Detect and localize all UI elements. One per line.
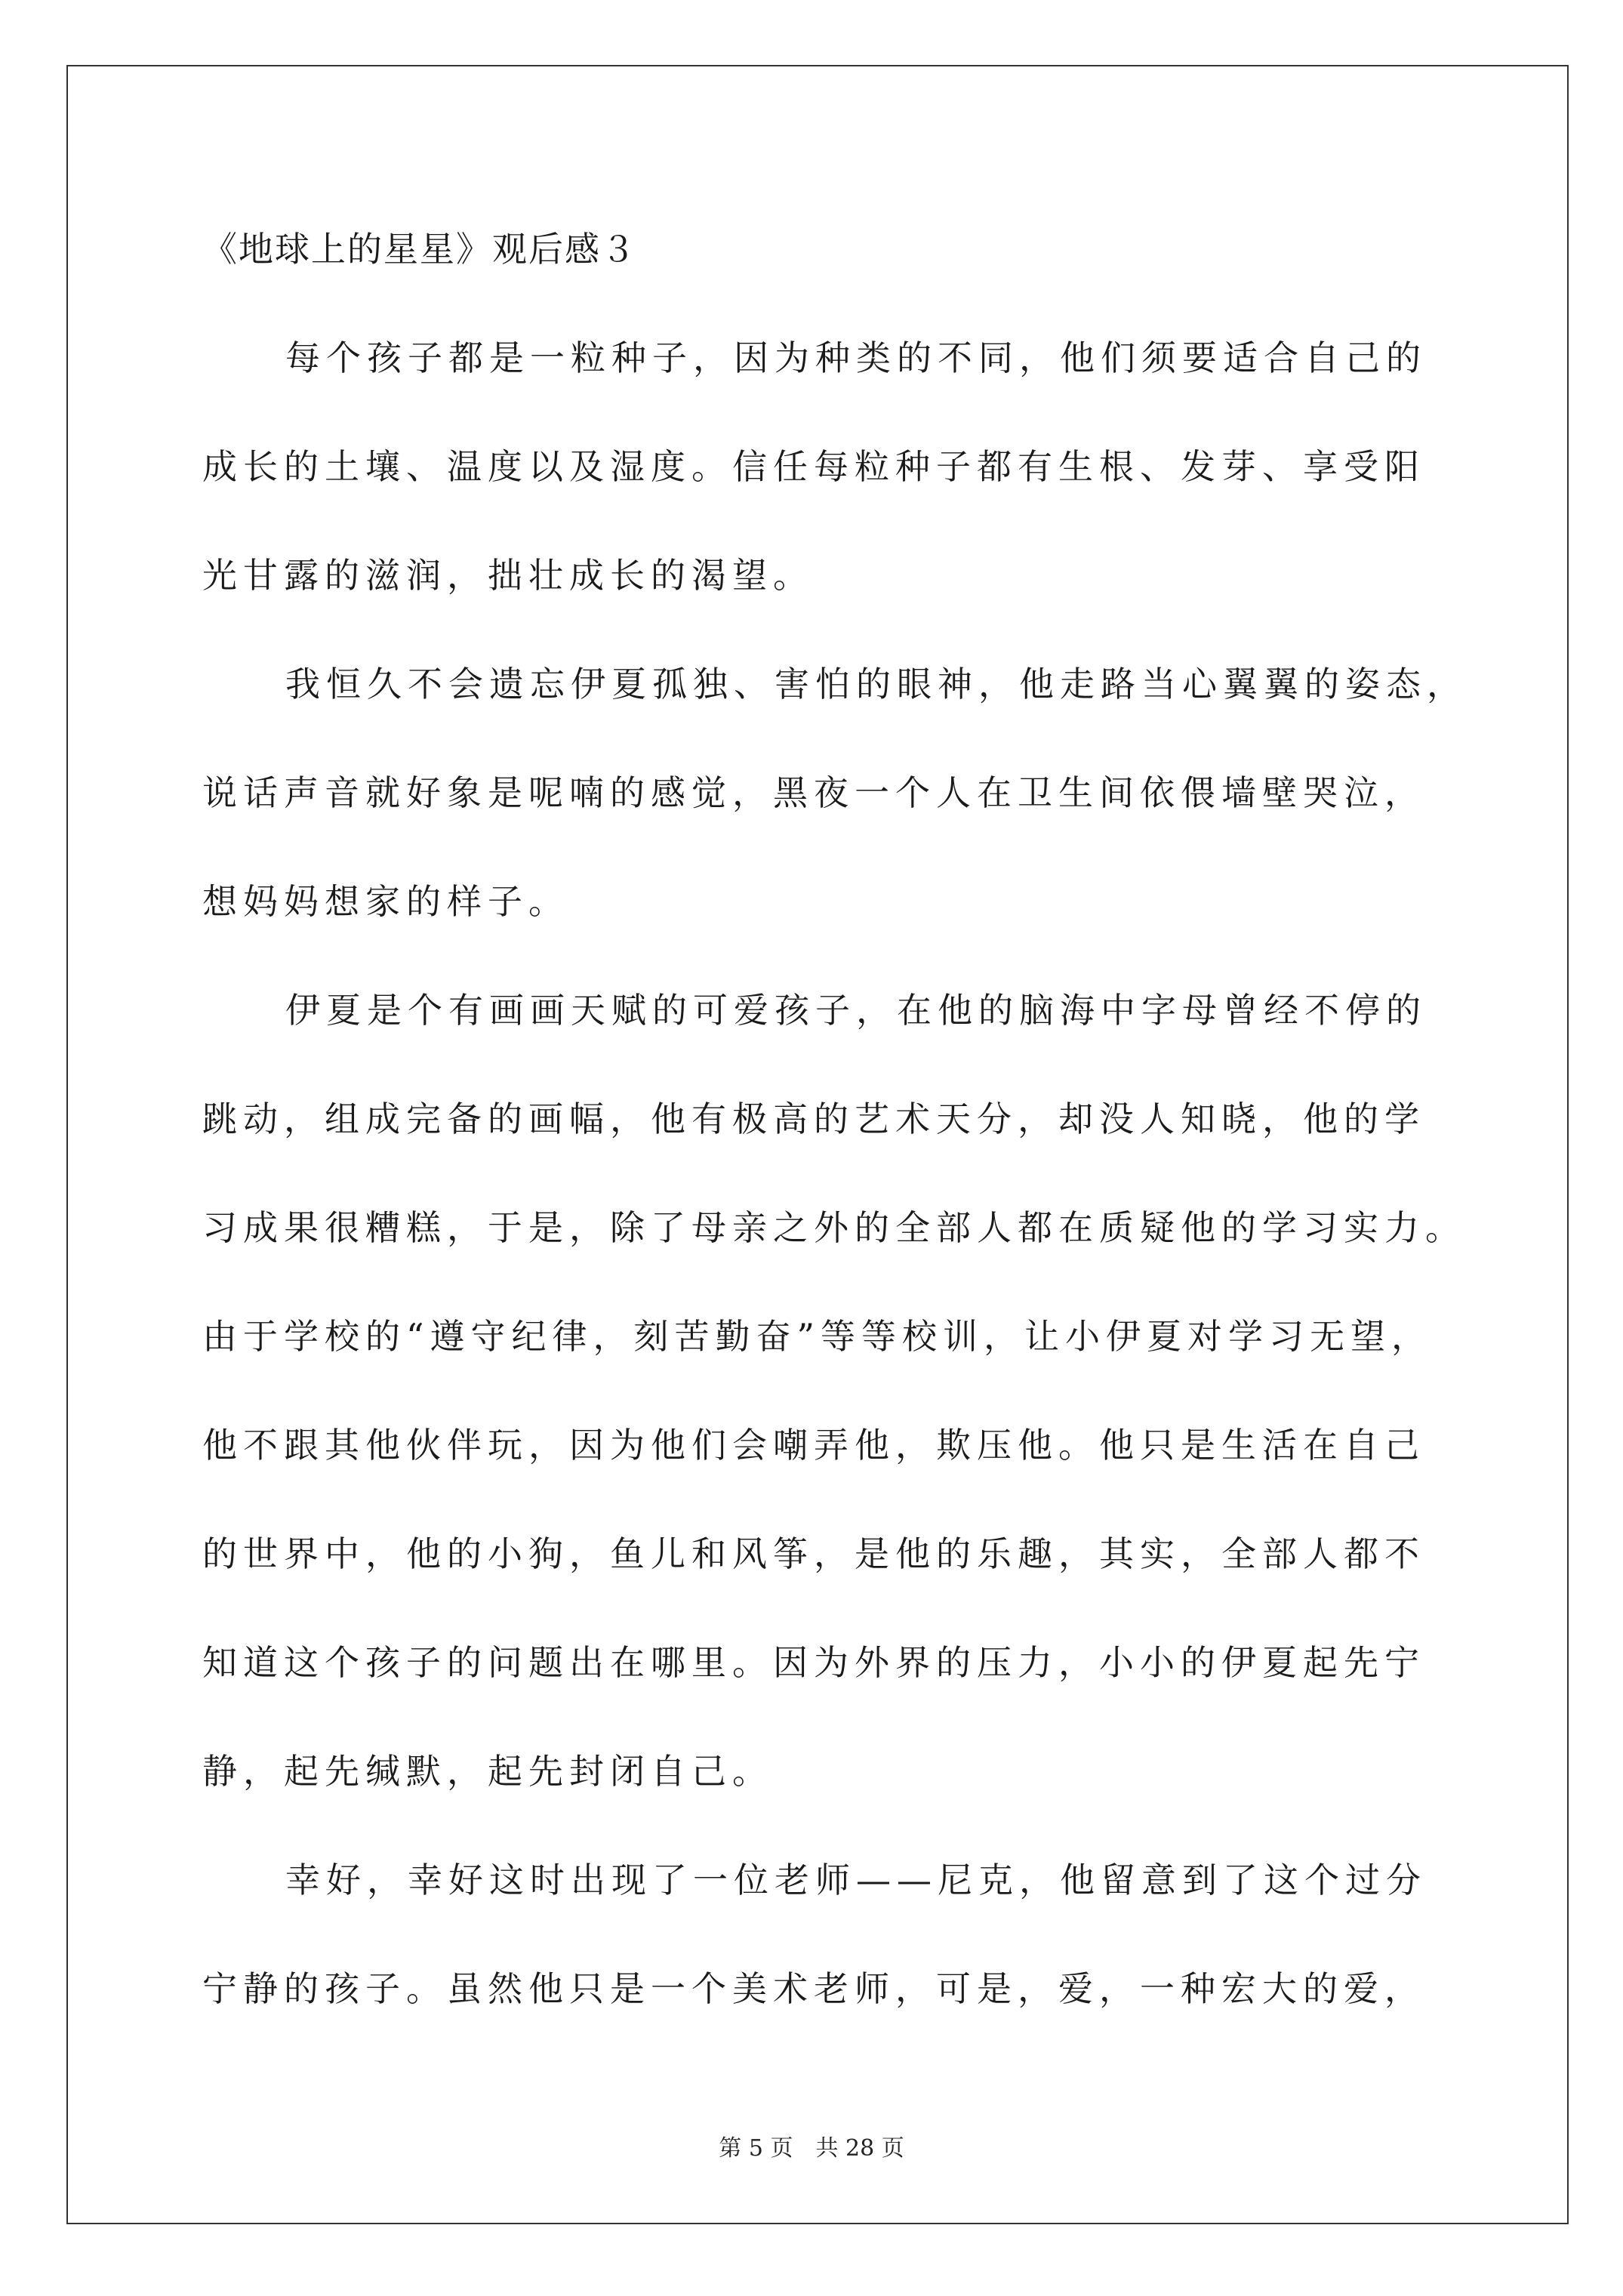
paragraph-3-line-1: 伊夏是个有画画天赋的可爱孩子，在他的脑海中字母曾经不停的 bbox=[285, 990, 1427, 1031]
page-number: 第 5 页 共 28 页 bbox=[719, 2135, 904, 2162]
paragraph-3-line-5: 他不跟其他伙伴玩，因为他们会嘲弄他，欺压他。他只是生活在自己 bbox=[202, 1425, 1425, 1465]
paragraph-3-line-6: 的世界中，他的小狗，鱼儿和风筝，是他的乐趣，其实，全部人都不 bbox=[202, 1533, 1425, 1574]
document-title: 《地球上的星星》观后感３ bbox=[202, 229, 637, 270]
paragraph-2-line-1: 我恒久不会遗忘伊夏孤独、害怕的眼神，他走路当心翼翼的姿态， bbox=[285, 664, 1467, 704]
paragraph-1-line-3: 光甘露的滋润，拙壮成长的渴望。 bbox=[202, 555, 814, 596]
paragraph-4-line-2: 宁静的孩子。虽然他只是一个美术老师，可是，爱，一种宏大的爱， bbox=[202, 1968, 1425, 2009]
paragraph-3-line-2: 跳动，组成完备的画幅，他有极高的艺术天分，却没人知晓，他的学 bbox=[202, 1099, 1425, 1139]
paragraph-3-line-7: 知道这个孩子的问题出在哪里。因为外界的压力，小小的伊夏起先宁 bbox=[202, 1642, 1425, 1683]
paragraph-1-line-2: 成长的土壤、温度以及湿度。信任每粒种子都有生根、发芽、享受阳 bbox=[202, 446, 1425, 487]
paragraph-3-line-4: 由于学校的“遵守纪律，刻苦勤奋”等等校训，让小伊夏对学习无望， bbox=[202, 1316, 1433, 1357]
paragraph-3-line-3: 习成果很糟糕，于是，除了母亲之外的全部人都在质疑他的学习实力。 bbox=[202, 1207, 1466, 1248]
paragraph-2-line-2: 说话声音就好象是呢喃的感觉，黑夜一个人在卫生间依偎墙壁哭泣， bbox=[202, 772, 1425, 813]
paragraph-4-line-1: 幸好，幸好这时出现了一位老师——尼克，他留意到了这个过分 bbox=[285, 1860, 1427, 1900]
paragraph-1-line-1: 每个孩子都是一粒种子，因为种类的不同，他们须要适合自己的 bbox=[285, 337, 1427, 378]
paragraph-2-line-3: 想妈妈想家的样子。 bbox=[202, 881, 569, 922]
paragraph-3-line-8: 静，起先缄默，起先封闭自己。 bbox=[202, 1751, 773, 1792]
